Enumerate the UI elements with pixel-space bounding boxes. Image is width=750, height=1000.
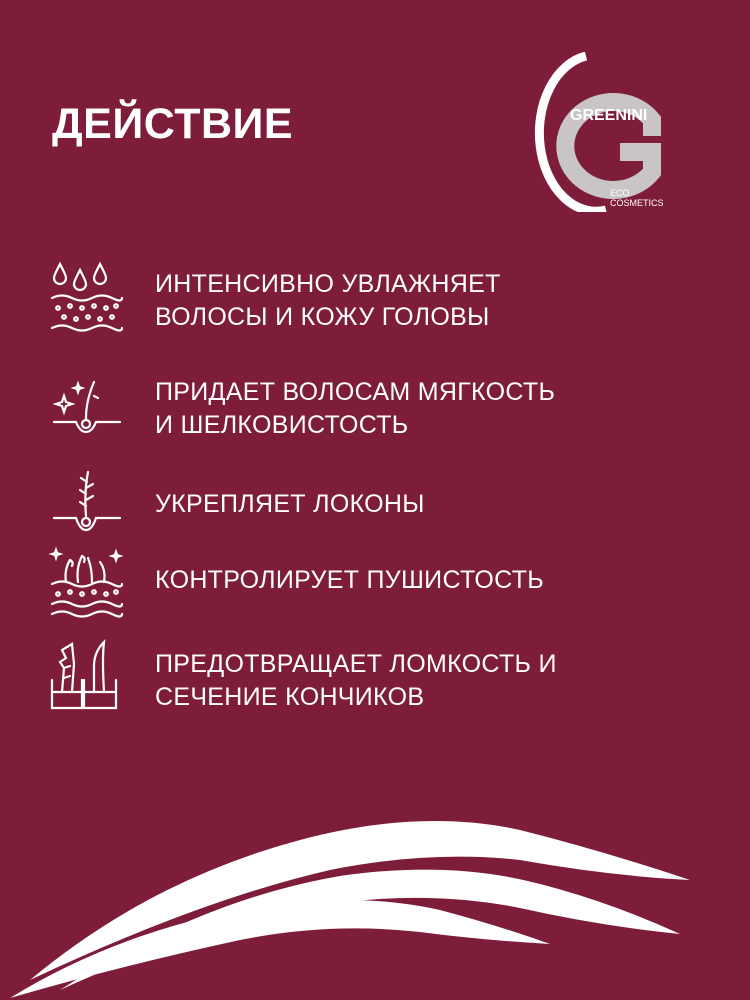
benefit-text xyxy=(155,648,735,714)
benefit-line: КОНТРОЛИРУЕТ ПУШИСТОСТЬ xyxy=(155,566,544,594)
benefit-line: СЕЧЕНИЕ КОНЧИКОВ xyxy=(155,683,425,711)
wave-stroke-middle xyxy=(60,870,680,990)
page-title: ДЕЙСТВИЕ xyxy=(52,100,294,148)
benefit-text xyxy=(155,268,735,334)
benefit-text xyxy=(155,488,735,521)
split-ends-icon xyxy=(48,638,124,710)
brand-name: GREENINI xyxy=(570,107,648,124)
frizz-control-scalp-icon xyxy=(48,546,124,618)
brand-tagline-line1: ECO xyxy=(610,188,630,198)
greenini-logo xyxy=(528,52,668,212)
brand-tagline-line2: COSMETICS xyxy=(610,198,664,208)
benefit-line: ВОЛОСЫ И КОЖУ ГОЛОВЫ xyxy=(155,303,490,331)
decorative-waves xyxy=(0,780,750,1000)
water-drops-skin-icon xyxy=(48,260,124,332)
sparkle-hair-follicle-icon xyxy=(48,374,124,446)
benefit-line: ИНТЕНСИВНО УВЛАЖНЯЕТ xyxy=(155,270,501,298)
strong-hair-strand-icon xyxy=(48,468,124,540)
benefit-text xyxy=(155,376,735,442)
benefit-line: И ШЕЛКОВИСТОСТЬ xyxy=(155,411,409,439)
benefit-line: ПРИДАЕТ ВОЛОСАМ МЯГКОСТЬ xyxy=(155,378,556,406)
benefit-line: ПРЕДОТВРАЩАЕТ ЛОМКОСТЬ И xyxy=(155,650,557,678)
benefit-text xyxy=(155,564,735,597)
benefit-line: УКРЕПЛЯЕТ ЛОКОНЫ xyxy=(155,490,425,518)
